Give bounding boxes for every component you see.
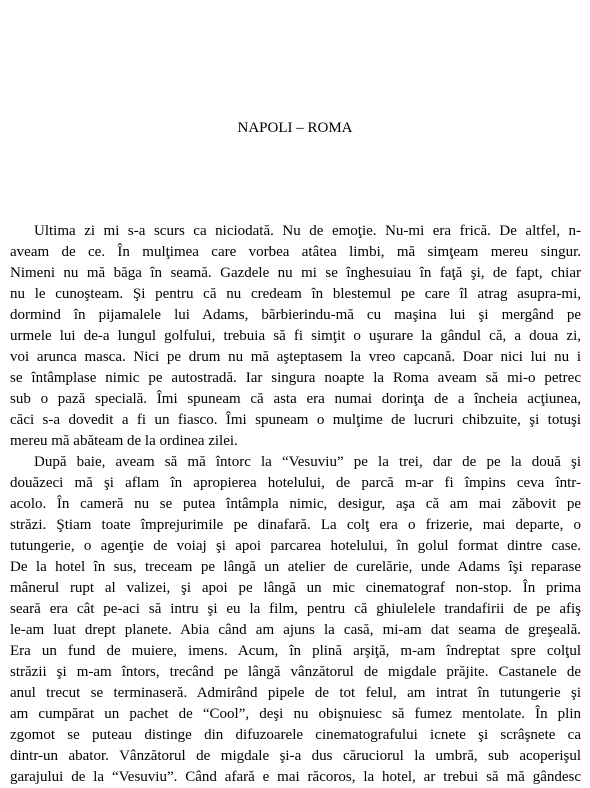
text-line: Ultima zi mi s-a scurs ca niciodată. Nu de emoţie. Nu-mi era frică. De altfel, n- <box>34 223 581 239</box>
text-line: căci s-a dovedit a fi un fiasco. Îmi spuneam o mulţime de lucruri chibzuite, şi totuşi <box>10 412 581 428</box>
text-line: După baie, aveam să mă întorc la “Vesuviu” pe la trei, dar de pe la două şi <box>34 454 581 470</box>
text-line: mereu mă abăteam de la ordinea zilei. <box>10 433 238 449</box>
text-line: Era un fund de muiere, imens. Acum, în plină arşiţă, m-am îndreptat spre colţul <box>10 643 581 659</box>
text-line: mânerul rupt al valizei, şi apoi pe lângă un mic cinematograf non-stop. În prima <box>10 580 581 596</box>
text-line: garajului de la “Vesuviu”. Când afară e mai răcoros, la hotel, ar trebui să mă gândesc <box>10 769 581 785</box>
text-line: urmele lui de-a lungul golfului, trebuia să fi simţit o uşurare la gândul că, a doua zi, <box>10 328 581 344</box>
text-line: aveam de ce. În mulţimea care vorbea atâtea limbi, mă simţeam mereu singur. <box>10 244 581 260</box>
text-line: dintr-un abator. Vânzătorul de migdale şi-a dus căruciorul la umbră, sub acoperişul <box>10 748 581 764</box>
text-line: De la hotel în sus, treceam pe lângă un atelier de curelărie, unde Adams îşi reparase <box>10 559 581 575</box>
text-line: le-am luat drept planete. Abia când am ajuns la casă, mi-am dat seama de greşeală. <box>10 622 581 638</box>
text-line: dormind în pijamalele lui Adams, bărbierindu-mă cu maşina lui şi mergând pe <box>10 307 581 323</box>
text-line: străzii şi m-am întors, trecând pe lângă vânzătorul de migdale prăjite. Castanele de <box>10 664 581 680</box>
text-line: voi arunca masca. Nici pe drum nu mă aşteptasem la vreo capcană. Doar nici lui nu i <box>10 349 581 365</box>
text-line: anul trecut se terminaseră. Admirând pipele de tot felul, am intrat în tutungerie şi <box>10 685 581 701</box>
chapter-title: NAPOLI – ROMA <box>237 120 353 136</box>
text-line: acolo. În cameră nu se putea întâmpla nimic, desigur, aşa că am mai zăbovit pe <box>10 496 581 512</box>
chapter-body <box>10 221 581 788</box>
text-line: tutungerie, o agenţie de voiaj şi apoi parcarea hotelului, în golul format dintre case. <box>10 538 581 554</box>
text-line: sub o pază specială. Îmi spuneam că asta era numai dorinţa de a încheia acţiunea, <box>10 391 581 407</box>
text-line: am cumpărat un pachet de “Cool”, deşi nu obişnuiesc să fumez mentolate. În plin <box>10 706 581 722</box>
text-line: nu le cunoşteam. Şi pentru că nu credeam în blestemul pe care îl atrag asupra-mi, <box>10 286 581 302</box>
text-line: străzi. Ştiam toate împrejurimile pe dinafară. La colţ era o frizerie, mai departe, o <box>10 517 581 533</box>
paragraph <box>10 452 581 788</box>
text-line: se întâmplase nimic pe autostradă. Iar singura noapte la Roma aveam să mi-o petrec <box>10 370 581 386</box>
text-line: Nimeni nu mă băga în seamă. Gazdele nu mi se înghesuiau în faţă şi, de fapt, chiar <box>10 265 581 281</box>
paragraph <box>10 221 581 452</box>
text-line: douăzeci mă şi aflam în apropierea hotelului, de parcă m-ar fi împins ceva într- <box>10 475 581 491</box>
text-line: zgomot se puteau distinge din difuzoarele cinematografului icnete şi scrâşnete ca <box>10 727 581 743</box>
text-line: seară era cât pe-aci să intru şi eu la film, pentru că ghiulelele trandafirii de pe afiş <box>10 601 581 617</box>
